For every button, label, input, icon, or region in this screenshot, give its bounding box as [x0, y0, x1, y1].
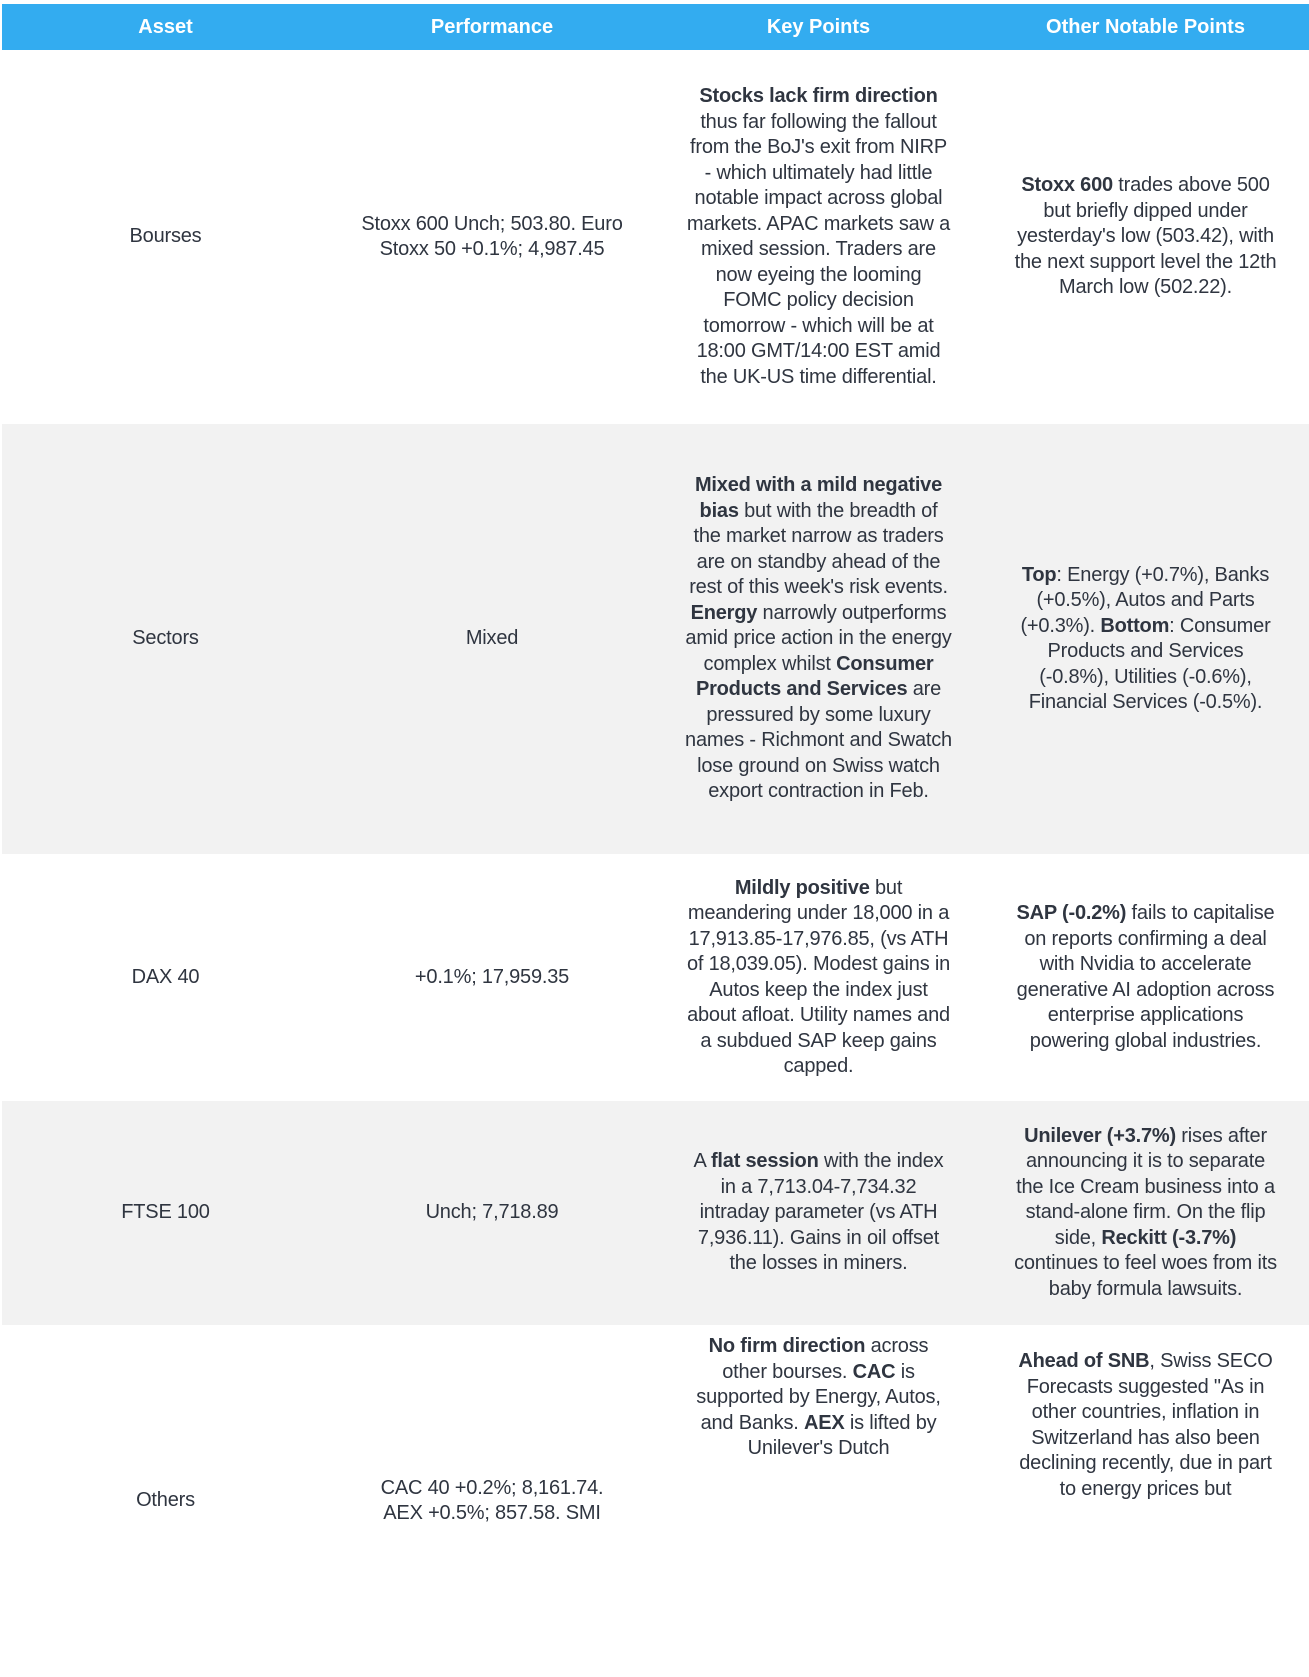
text: across other bourses.	[722, 1335, 929, 1383]
key-points-cell	[655, 50, 982, 424]
table-row	[2, 1101, 1309, 1325]
text: narrowly outperforms amid price action in the energy complex whilst	[685, 601, 952, 675]
table-row	[2, 854, 1309, 1101]
header-other-points: Other Notable Points	[982, 4, 1309, 50]
bold-text: Stoxx 600	[1021, 174, 1113, 197]
text: fails to capitalise on reports confirming a deal with Nvidia to accelerate generative AI adoption across enterprise applications powering global industries.	[1016, 902, 1275, 1052]
bold-text: flat session	[710, 1150, 819, 1173]
header-asset: Asset	[2, 4, 329, 50]
bold-text: Energy	[690, 601, 758, 624]
text: rises after announcing it is to separate the Ice Cream business into a stand-alone firm. On the flip side,	[1016, 1124, 1275, 1249]
bold-text: Unilever (+3.7%)	[1024, 1124, 1176, 1147]
other-points-cell	[982, 1101, 1309, 1325]
text: : Consumer Products and Services (-0.8%), Utilities (-0.6%), Financial Services (-0.5%).	[1028, 614, 1271, 713]
performance-cell: CAC 40 +0.2%; 8,161.74. AEX +0.5%; 857.58. SMI	[380, 1476, 604, 1524]
table-row	[2, 1325, 1309, 1677]
asset-cell: Others	[136, 1489, 195, 1512]
text: but with the breadth of the market narrow as traders are on standby ahead of the rest of this week's risk events.	[689, 499, 948, 599]
text: are pressured by some luxury names - Richmont and Swatch lose ground on Swiss watch export contraction in Feb.	[685, 678, 952, 803]
bold-text: Stocks lack firm direction	[699, 85, 938, 107]
other-points-cell	[982, 854, 1309, 1101]
table-row	[2, 50, 1309, 424]
asset-cell: Bourses	[129, 225, 202, 248]
key-points-cell	[655, 1325, 982, 1677]
text: trades above 500 but briefly dipped under yesterday's low (503.42), with the next support level the 12th March low (502.22).	[1014, 174, 1277, 299]
bold-text: No firm direction	[708, 1335, 866, 1357]
bold-text: CAC	[852, 1360, 896, 1383]
asset-cell: DAX 40	[131, 965, 200, 988]
markets-table	[2, 4, 1309, 1677]
bold-text: Consumer Products and Services	[695, 652, 934, 701]
bold-text: Ahead of SNB	[1018, 1350, 1150, 1372]
bold-text: Mixed with a mild negative bias	[694, 474, 943, 522]
text: continues to feel woes from its baby formula lawsuits.	[1014, 1252, 1277, 1300]
text: thus far following the fallout from the BoJ's exit from NIRP - which ultimately had little notable impact across global markets. APAC markets saw a mixed session. Traders are now eyeing the looming FOMC policy decision tomorrow - which will be at 18:00 GMT/14:00 EST amid the UK-US time differential.	[686, 110, 951, 388]
table-row	[2, 424, 1309, 854]
text: is lifted by Unilever's Dutch	[747, 1411, 937, 1459]
text: , Swiss SECO Forecasts suggested "As in other countries, inflation in Switzerland has also been declining recently, due in part to energy prices but	[1019, 1350, 1273, 1500]
text: A	[693, 1150, 711, 1173]
other-points-cell	[982, 424, 1309, 854]
other-points-cell	[982, 1325, 1309, 1677]
bold-text: Bottom	[1100, 614, 1170, 637]
bold-text: Top	[1021, 563, 1057, 586]
asset-cell: Sectors	[2, 424, 329, 854]
key-points-cell	[655, 854, 982, 1101]
key-points-cell	[655, 424, 982, 854]
text: is supported by Energy, Autos, and Banks.	[696, 1360, 941, 1434]
performance-cell: Unch; 7,718.89	[329, 1101, 655, 1325]
bold-text: AEX	[804, 1411, 845, 1434]
bold-text: Reckitt (-3.7%)	[1101, 1226, 1237, 1249]
text: : Energy (+0.7%), Banks (+0.5%), Autos and Parts (+0.3%).	[1020, 563, 1270, 637]
header-row	[2, 4, 1309, 50]
performance-cell: Stoxx 600 Unch; 503.80. Euro Stoxx 50 +0.1%; 4,987.45	[361, 212, 623, 260]
other-points-cell	[982, 50, 1309, 424]
performance-cell: +0.1%; 17,959.35	[414, 965, 570, 988]
text: but meandering under 18,000 in a 17,913.85-17,976.85, (vs ATH of 18,039.05). Modest gains in Autos keep the index just about afloat. Utility names and a subdued SAP keep gains capped.	[686, 876, 951, 1077]
header-key-points: Key Points	[655, 4, 982, 50]
performance-cell: Mixed	[329, 424, 655, 854]
text: with the index in a 7,713.04-7,734.32 intraday parameter (vs ATH 7,936.11). Gains in oil offset the losses in miners.	[697, 1150, 944, 1275]
bold-text: Mildly positive	[734, 876, 870, 899]
header-performance: Performance	[329, 4, 655, 50]
bold-text: SAP (-0.2%)	[1016, 902, 1127, 924]
asset-cell: FTSE 100	[2, 1101, 329, 1325]
key-points-cell	[655, 1101, 982, 1325]
